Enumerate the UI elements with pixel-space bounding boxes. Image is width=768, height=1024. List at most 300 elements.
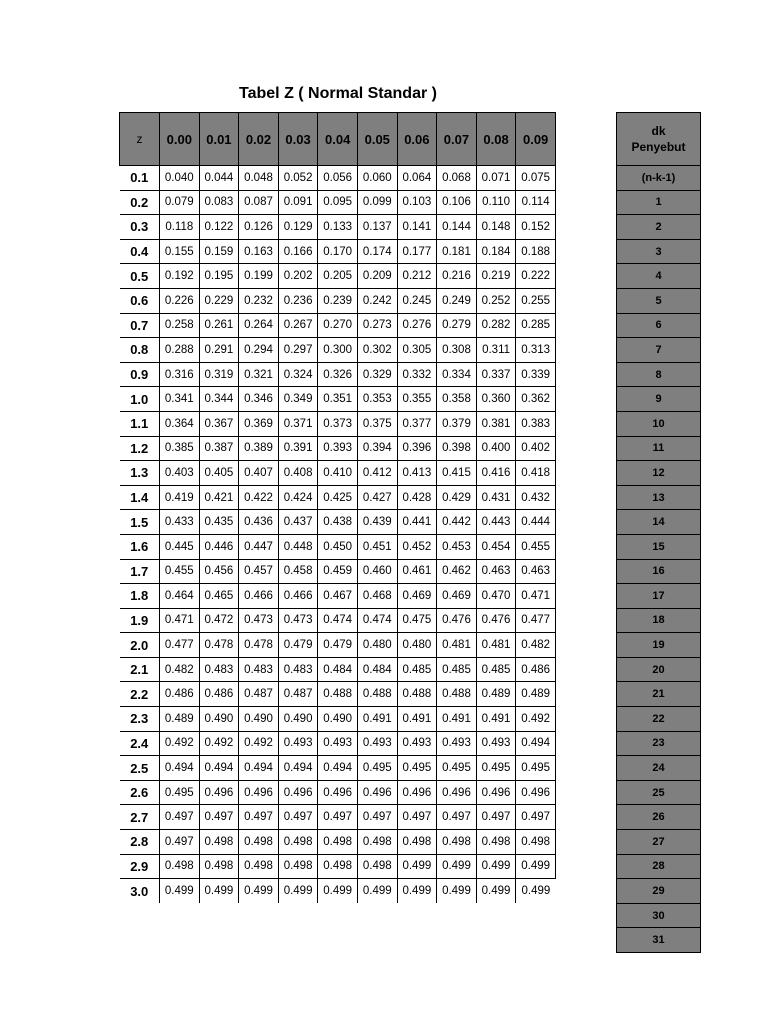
probability-cell: 0.483 (239, 657, 279, 682)
probability-cell: 0.249 (437, 288, 477, 313)
probability-cell: 0.465 (199, 584, 239, 609)
probability-cell: 0.468 (357, 584, 397, 609)
probability-cell: 0.377 (397, 411, 437, 436)
table-row (120, 166, 556, 191)
column-header: 0.07 (437, 113, 477, 166)
column-header: 0.05 (357, 113, 397, 166)
probability-cell: 0.184 (476, 239, 516, 264)
probability-cell: 0.133 (318, 215, 358, 240)
probability-cell: 0.471 (160, 608, 200, 633)
z-value-cell: 0.8 (120, 338, 160, 363)
probability-cell: 0.495 (516, 756, 556, 781)
probability-cell: 0.493 (476, 731, 516, 756)
probability-cell: 0.297 (278, 338, 318, 363)
table-row (120, 215, 556, 240)
z-value-cell: 0.4 (120, 239, 160, 264)
table-row (120, 313, 556, 338)
table-row (617, 879, 701, 904)
table-row (120, 682, 556, 707)
probability-cell: 0.427 (357, 485, 397, 510)
probability-cell: 0.285 (516, 313, 556, 338)
probability-cell: 0.494 (278, 756, 318, 781)
column-header: 0.04 (318, 113, 358, 166)
probability-cell: 0.381 (476, 411, 516, 436)
table-row (120, 190, 556, 215)
probability-cell: 0.486 (160, 682, 200, 707)
probability-cell: 0.474 (318, 608, 358, 633)
probability-cell: 0.071 (476, 166, 516, 191)
probability-cell: 0.496 (239, 780, 279, 805)
probability-cell: 0.389 (239, 436, 279, 461)
probability-cell: 0.495 (437, 756, 477, 781)
table-row (617, 288, 701, 313)
probability-cell: 0.408 (278, 461, 318, 486)
probability-cell: 0.498 (199, 854, 239, 879)
probability-cell: 0.087 (239, 190, 279, 215)
probability-cell: 0.424 (278, 485, 318, 510)
probability-cell: 0.311 (476, 338, 516, 363)
dk-header-line1: dk (651, 124, 666, 138)
probability-cell: 0.493 (357, 731, 397, 756)
probability-cell: 0.412 (357, 461, 397, 486)
dk-header-row (617, 113, 701, 166)
probability-cell: 0.494 (239, 756, 279, 781)
probability-cell: 0.402 (516, 436, 556, 461)
probability-cell: 0.300 (318, 338, 358, 363)
probability-cell: 0.103 (397, 190, 437, 215)
z-column-header: z (120, 113, 160, 166)
probability-cell: 0.400 (476, 436, 516, 461)
probability-cell: 0.498 (278, 830, 318, 855)
probability-cell: 0.329 (357, 362, 397, 387)
probability-cell: 0.488 (357, 682, 397, 707)
probability-cell: 0.405 (199, 461, 239, 486)
probability-cell: 0.337 (476, 362, 516, 387)
probability-cell: 0.447 (239, 534, 279, 559)
probability-cell: 0.339 (516, 362, 556, 387)
probability-cell: 0.497 (199, 805, 239, 830)
probability-cell: 0.494 (516, 731, 556, 756)
probability-cell: 0.499 (476, 879, 516, 903)
probability-cell: 0.040 (160, 166, 200, 191)
probability-cell: 0.239 (318, 288, 358, 313)
probability-cell: 0.467 (318, 584, 358, 609)
dk-value-cell: 14 (617, 510, 701, 535)
probability-cell: 0.491 (437, 707, 477, 732)
probability-cell: 0.498 (476, 830, 516, 855)
probability-cell: 0.454 (476, 534, 516, 559)
table-row (120, 559, 556, 584)
probability-cell: 0.471 (516, 584, 556, 609)
table-row (617, 608, 701, 633)
probability-cell: 0.457 (239, 559, 279, 584)
table-row (617, 830, 701, 855)
z-value-cell: 2.5 (120, 756, 160, 781)
probability-cell: 0.464 (160, 584, 200, 609)
dk-value-cell: 23 (617, 731, 701, 756)
probability-cell: 0.351 (318, 387, 358, 412)
table-row (617, 903, 701, 928)
table-row (120, 731, 556, 756)
probability-cell: 0.460 (357, 559, 397, 584)
probability-cell: 0.477 (516, 608, 556, 633)
probability-cell: 0.436 (239, 510, 279, 535)
table-row (617, 854, 701, 879)
probability-cell: 0.499 (516, 879, 556, 903)
probability-cell: 0.229 (199, 288, 239, 313)
probability-cell: 0.415 (437, 461, 477, 486)
table-row (617, 510, 701, 535)
probability-cell: 0.484 (318, 657, 358, 682)
probability-cell: 0.364 (160, 411, 200, 436)
table-row (120, 362, 556, 387)
z-value-cell: 1.4 (120, 485, 160, 510)
column-header: 0.02 (239, 113, 279, 166)
probability-cell: 0.497 (160, 830, 200, 855)
dk-value-cell: 27 (617, 830, 701, 855)
table-row (120, 510, 556, 535)
table-row (120, 608, 556, 633)
dk-value-cell: 16 (617, 559, 701, 584)
table-row (120, 854, 556, 879)
table-row (617, 534, 701, 559)
column-header: 0.06 (397, 113, 437, 166)
probability-cell: 0.456 (199, 559, 239, 584)
probability-cell: 0.279 (437, 313, 477, 338)
table-row (120, 534, 556, 559)
probability-cell: 0.473 (278, 608, 318, 633)
probability-cell: 0.216 (437, 264, 477, 289)
probability-cell: 0.473 (239, 608, 279, 633)
column-header: 0.03 (278, 113, 318, 166)
z-value-cell: 0.6 (120, 288, 160, 313)
table-row (617, 707, 701, 732)
probability-cell: 0.499 (278, 879, 318, 903)
probability-cell: 0.488 (397, 682, 437, 707)
dk-value-cell: 29 (617, 879, 701, 904)
table-row (617, 559, 701, 584)
dk-value-cell: 13 (617, 485, 701, 510)
z-value-cell: 1.7 (120, 559, 160, 584)
z-value-cell: 0.7 (120, 313, 160, 338)
probability-cell: 0.487 (278, 682, 318, 707)
dk-value-cell: 24 (617, 756, 701, 781)
probability-cell: 0.383 (516, 411, 556, 436)
dk-value-cell: 22 (617, 707, 701, 732)
probability-cell: 0.305 (397, 338, 437, 363)
z-value-cell: 0.1 (120, 166, 160, 191)
probability-cell: 0.360 (476, 387, 516, 412)
probability-cell: 0.282 (476, 313, 516, 338)
probability-cell: 0.258 (160, 313, 200, 338)
table-row (120, 756, 556, 781)
table-row (617, 387, 701, 412)
probability-cell: 0.466 (278, 584, 318, 609)
probability-cell: 0.226 (160, 288, 200, 313)
z-value-cell: 2.7 (120, 805, 160, 830)
probability-cell: 0.099 (357, 190, 397, 215)
dk-header (617, 113, 701, 166)
probability-cell: 0.491 (357, 707, 397, 732)
probability-cell: 0.398 (437, 436, 477, 461)
z-value-cell: 1.5 (120, 510, 160, 535)
probability-cell: 0.048 (239, 166, 279, 191)
probability-cell: 0.075 (516, 166, 556, 191)
probability-cell: 0.499 (199, 879, 239, 903)
probability-cell: 0.496 (397, 780, 437, 805)
table-row (120, 264, 556, 289)
probability-cell: 0.463 (476, 559, 516, 584)
column-header: 0.00 (160, 113, 200, 166)
probability-cell: 0.493 (318, 731, 358, 756)
probability-cell: 0.396 (397, 436, 437, 461)
probability-cell: 0.236 (278, 288, 318, 313)
probability-cell: 0.478 (199, 633, 239, 658)
probability-cell: 0.413 (397, 461, 437, 486)
probability-cell: 0.252 (476, 288, 516, 313)
probability-cell: 0.446 (199, 534, 239, 559)
table-row (617, 633, 701, 658)
probability-cell: 0.462 (437, 559, 477, 584)
probability-cell: 0.490 (278, 707, 318, 732)
probability-cell: 0.496 (437, 780, 477, 805)
table-row (617, 461, 701, 486)
probability-cell: 0.498 (437, 830, 477, 855)
probability-cell: 0.483 (199, 657, 239, 682)
probability-cell: 0.316 (160, 362, 200, 387)
table-row (120, 830, 556, 855)
dk-table (616, 112, 701, 953)
table-row (617, 928, 701, 953)
table-row (617, 411, 701, 436)
z-value-cell: 1.0 (120, 387, 160, 412)
probability-cell: 0.385 (160, 436, 200, 461)
z-value-cell: 1.6 (120, 534, 160, 559)
probability-cell: 0.480 (397, 633, 437, 658)
probability-cell: 0.416 (476, 461, 516, 486)
probability-cell: 0.334 (437, 362, 477, 387)
probability-cell: 0.083 (199, 190, 239, 215)
probability-cell: 0.489 (476, 682, 516, 707)
table-row (617, 731, 701, 756)
probability-cell: 0.148 (476, 215, 516, 240)
dk-value-cell: 15 (617, 534, 701, 559)
probability-cell: 0.129 (278, 215, 318, 240)
table-row (617, 756, 701, 781)
probability-cell: 0.493 (278, 731, 318, 756)
table-row (617, 780, 701, 805)
probability-cell: 0.126 (239, 215, 279, 240)
probability-cell: 0.490 (199, 707, 239, 732)
probability-cell: 0.498 (239, 854, 279, 879)
probability-cell: 0.438 (318, 510, 358, 535)
probability-cell: 0.261 (199, 313, 239, 338)
probability-cell: 0.498 (516, 830, 556, 855)
probability-cell: 0.469 (437, 584, 477, 609)
dk-value-cell: 19 (617, 633, 701, 658)
probability-cell: 0.490 (239, 707, 279, 732)
probability-cell: 0.492 (239, 731, 279, 756)
probability-cell: 0.495 (160, 780, 200, 805)
probability-cell: 0.497 (516, 805, 556, 830)
probability-cell: 0.291 (199, 338, 239, 363)
probability-cell: 0.245 (397, 288, 437, 313)
probability-cell: 0.371 (278, 411, 318, 436)
probability-cell: 0.439 (357, 510, 397, 535)
probability-cell: 0.499 (516, 854, 556, 879)
probability-cell: 0.491 (476, 707, 516, 732)
probability-cell: 0.437 (278, 510, 318, 535)
probability-cell: 0.486 (516, 657, 556, 682)
probability-cell: 0.470 (476, 584, 516, 609)
table-row (617, 436, 701, 461)
dk-value-cell: 3 (617, 239, 701, 264)
table-row (617, 239, 701, 264)
table-row (617, 485, 701, 510)
probability-cell: 0.492 (516, 707, 556, 732)
probability-cell: 0.498 (239, 830, 279, 855)
probability-cell: 0.497 (318, 805, 358, 830)
probability-cell: 0.455 (160, 559, 200, 584)
probability-cell: 0.496 (278, 780, 318, 805)
dk-value-cell: 10 (617, 411, 701, 436)
probability-cell: 0.421 (199, 485, 239, 510)
probability-cell: 0.166 (278, 239, 318, 264)
probability-cell: 0.174 (357, 239, 397, 264)
probability-cell: 0.177 (397, 239, 437, 264)
probability-cell: 0.407 (239, 461, 279, 486)
probability-cell: 0.475 (397, 608, 437, 633)
probability-cell: 0.495 (357, 756, 397, 781)
probability-cell: 0.433 (160, 510, 200, 535)
probability-cell: 0.324 (278, 362, 318, 387)
probability-cell: 0.450 (318, 534, 358, 559)
z-value-cell: 0.3 (120, 215, 160, 240)
probability-cell: 0.497 (357, 805, 397, 830)
z-value-cell: 1.9 (120, 608, 160, 633)
table-row (120, 387, 556, 412)
probability-cell: 0.497 (278, 805, 318, 830)
probability-cell: 0.451 (357, 534, 397, 559)
probability-cell: 0.418 (516, 461, 556, 486)
dk-value-cell: 7 (617, 338, 701, 363)
probability-cell: 0.494 (199, 756, 239, 781)
probability-cell: 0.496 (357, 780, 397, 805)
dk-value-cell: 5 (617, 288, 701, 313)
probability-cell: 0.476 (437, 608, 477, 633)
probability-cell: 0.192 (160, 264, 200, 289)
probability-cell: 0.114 (516, 190, 556, 215)
probability-cell: 0.480 (357, 633, 397, 658)
probability-cell: 0.159 (199, 239, 239, 264)
probability-cell: 0.474 (357, 608, 397, 633)
table-row (120, 288, 556, 313)
probability-cell: 0.496 (516, 780, 556, 805)
probability-cell: 0.498 (160, 854, 200, 879)
probability-cell: 0.494 (160, 756, 200, 781)
z-value-cell: 2.1 (120, 657, 160, 682)
probability-cell: 0.273 (357, 313, 397, 338)
table-row (120, 805, 556, 830)
probability-cell: 0.497 (239, 805, 279, 830)
probability-cell: 0.353 (357, 387, 397, 412)
probability-cell: 0.264 (239, 313, 279, 338)
dk-value-cell: 17 (617, 584, 701, 609)
probability-cell: 0.428 (397, 485, 437, 510)
probability-cell: 0.373 (318, 411, 358, 436)
probability-cell: 0.443 (476, 510, 516, 535)
probability-cell: 0.482 (516, 633, 556, 658)
probability-cell: 0.095 (318, 190, 358, 215)
probability-cell: 0.497 (160, 805, 200, 830)
table-row (120, 485, 556, 510)
probability-cell: 0.497 (437, 805, 477, 830)
probability-cell: 0.483 (278, 657, 318, 682)
probability-cell: 0.319 (199, 362, 239, 387)
z-value-cell: 1.2 (120, 436, 160, 461)
probability-cell: 0.344 (199, 387, 239, 412)
probability-cell: 0.485 (476, 657, 516, 682)
probability-cell: 0.403 (160, 461, 200, 486)
table-row (120, 657, 556, 682)
probability-cell: 0.068 (437, 166, 477, 191)
probability-cell: 0.358 (437, 387, 477, 412)
dk-value-cell: 30 (617, 903, 701, 928)
probability-cell: 0.379 (437, 411, 477, 436)
dk-value-cell: 20 (617, 657, 701, 682)
probability-cell: 0.079 (160, 190, 200, 215)
probability-cell: 0.478 (239, 633, 279, 658)
probability-cell: 0.479 (318, 633, 358, 658)
probability-cell: 0.044 (199, 166, 239, 191)
probability-cell: 0.122 (199, 215, 239, 240)
probability-cell: 0.453 (437, 534, 477, 559)
dk-value-cell: 18 (617, 608, 701, 633)
probability-cell: 0.498 (357, 830, 397, 855)
probability-cell: 0.496 (318, 780, 358, 805)
probability-cell: 0.499 (476, 854, 516, 879)
probability-cell: 0.387 (199, 436, 239, 461)
probability-cell: 0.355 (397, 387, 437, 412)
table-row (120, 633, 556, 658)
z-table (119, 112, 556, 903)
z-value-cell: 1.1 (120, 411, 160, 436)
table-row (120, 707, 556, 732)
probability-cell: 0.498 (357, 854, 397, 879)
probability-cell: 0.466 (239, 584, 279, 609)
probability-cell: 0.091 (278, 190, 318, 215)
probability-cell: 0.485 (437, 657, 477, 682)
z-value-cell: 2.4 (120, 731, 160, 756)
probability-cell: 0.491 (397, 707, 437, 732)
probability-cell: 0.431 (476, 485, 516, 510)
probability-cell: 0.445 (160, 534, 200, 559)
probability-cell: 0.469 (397, 584, 437, 609)
table-row (617, 657, 701, 682)
dk-value-cell: 26 (617, 805, 701, 830)
probability-cell: 0.448 (278, 534, 318, 559)
probability-cell: 0.152 (516, 215, 556, 240)
probability-cell: 0.394 (357, 436, 397, 461)
probability-cell: 0.492 (199, 731, 239, 756)
dk-value-cell: 1 (617, 190, 701, 215)
probability-cell: 0.429 (437, 485, 477, 510)
probability-cell: 0.499 (318, 879, 358, 903)
z-value-cell: 0.2 (120, 190, 160, 215)
probability-cell: 0.232 (239, 288, 279, 313)
z-table-body (120, 166, 556, 903)
probability-cell: 0.444 (516, 510, 556, 535)
